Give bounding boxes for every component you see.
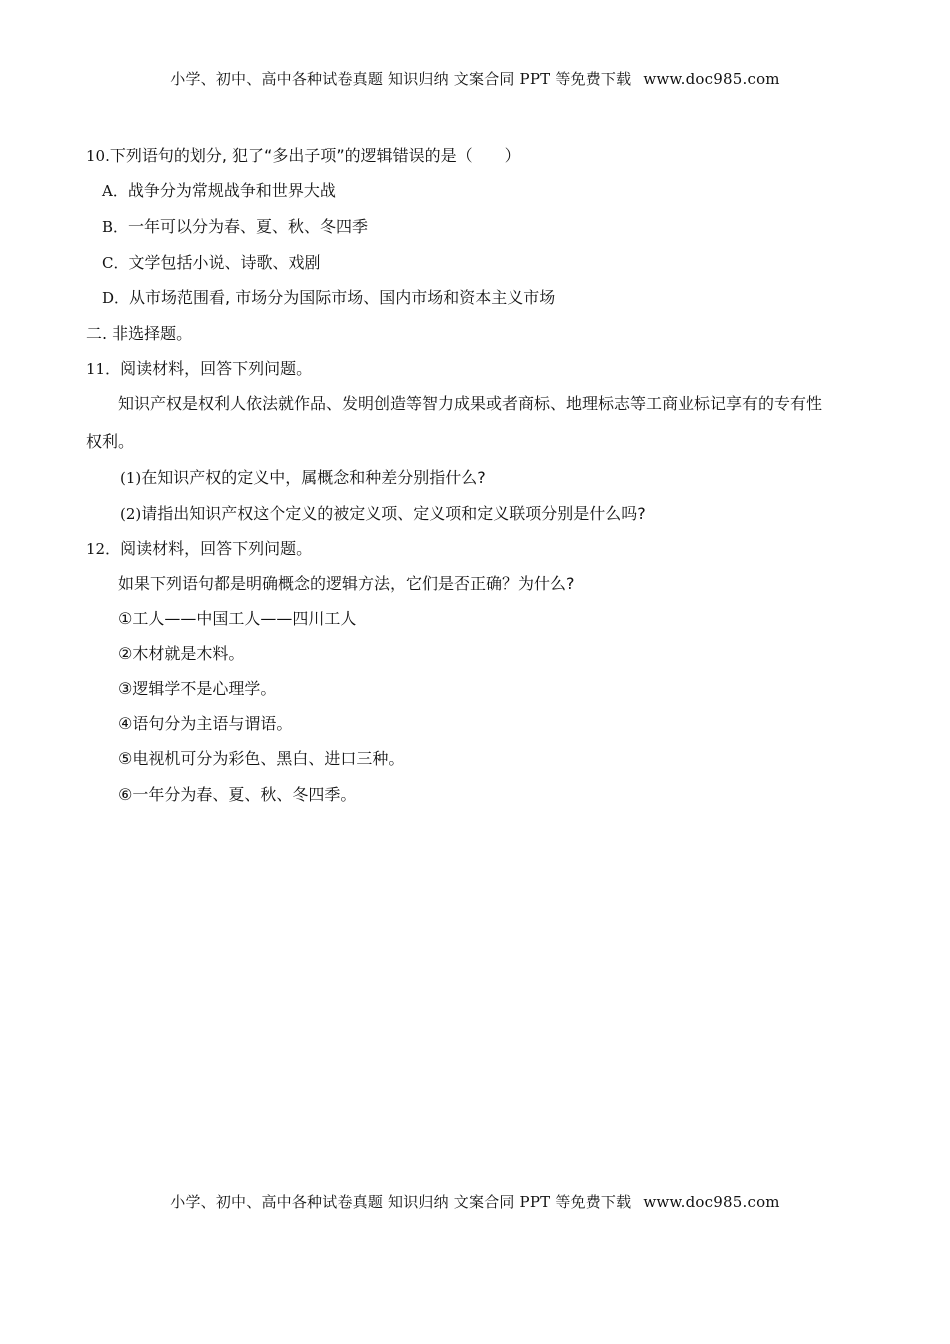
question-12-item-4: ④语句分为主语与谓语。: [118, 714, 293, 733]
section-heading: 二. 非选择题。: [86, 324, 193, 343]
question-11-sub-1: [120, 467, 486, 489]
option-text: 战争分为常规战争和世界大战: [127, 181, 336, 200]
question-12-intro: 如果下列语句都是明确概念的逻辑方法，它们是否正确？为什么?: [118, 574, 575, 593]
question-12-item-3: ③逻辑学不是心理学。: [118, 679, 277, 698]
question-11-material-line-2: 权利。: [86, 432, 135, 451]
question-12-item-6: ⑥一年分为春、夏、秋、冬四季。: [118, 785, 357, 804]
question-12-number: 12．: [86, 540, 121, 558]
question-10-option-b: [102, 216, 368, 238]
option-label: C．: [102, 254, 129, 272]
question-10-option-c: [102, 252, 321, 274]
footer-site-link[interactable]: www.doc985.com: [643, 1193, 780, 1211]
sub-question-text: 在知识产权的定义中，属概念和种差分别指什么?: [141, 468, 486, 487]
footer-text: 小学、初中、高中各种试卷真题 知识归纳 文案合同 PPT 等免费下载: [170, 1193, 632, 1211]
question-12-stem: 阅读材料，回答下列问题。: [120, 539, 313, 558]
question-10-stem: 下列语句的划分, 犯了“多出子项”的逻辑错误的是（ ）: [109, 146, 521, 165]
option-text: 文学包括小说、诗歌、戏剧: [128, 253, 321, 272]
question-12-item-5: ⑤电视机可分为彩色、黑白、进口三种。: [118, 749, 405, 768]
option-text: 一年可以分为春、夏、秋、冬四季: [128, 217, 369, 236]
option-text: 从市场范围看, 市场分为国际市场、国内市场和资本主义市场: [129, 288, 556, 307]
option-label: B．: [102, 218, 129, 236]
question-10-option-d: [102, 287, 555, 309]
question-12: [86, 538, 312, 560]
header-site-link[interactable]: www.doc985.com: [643, 70, 780, 88]
question-12-item-2: ②木材就是木料。: [118, 644, 245, 663]
option-label: D．: [102, 289, 130, 307]
page-header: [0, 68, 950, 89]
question-12-item-1: ①工人——中国工人——四川工人: [118, 609, 357, 628]
question-11-number: 11．: [86, 360, 121, 378]
question-10: [86, 145, 521, 167]
header-text: 小学、初中、高中各种试卷真题 知识归纳 文案合同 PPT 等免费下载: [170, 70, 632, 88]
question-11-material-line-1: 知识产权是权利人依法就作品、发明创造等智力成果或者商标、地理标志等工商业标记享有的专有性: [118, 394, 823, 413]
question-11-stem: 阅读材料，回答下列问题。: [120, 359, 313, 378]
question-10-number: 10.: [86, 147, 110, 165]
question-11: [86, 358, 312, 380]
sub-question-text: 请指出知识产权这个定义的被定义项、定义项和定义联项分别是什么吗?: [141, 504, 646, 523]
question-11-sub-2: [120, 503, 646, 525]
sub-question-label: (1): [120, 469, 142, 487]
question-10-option-a: [102, 180, 336, 202]
sub-question-label: (2): [120, 505, 142, 523]
page-footer: [0, 1191, 950, 1212]
option-label: A．: [102, 182, 128, 200]
